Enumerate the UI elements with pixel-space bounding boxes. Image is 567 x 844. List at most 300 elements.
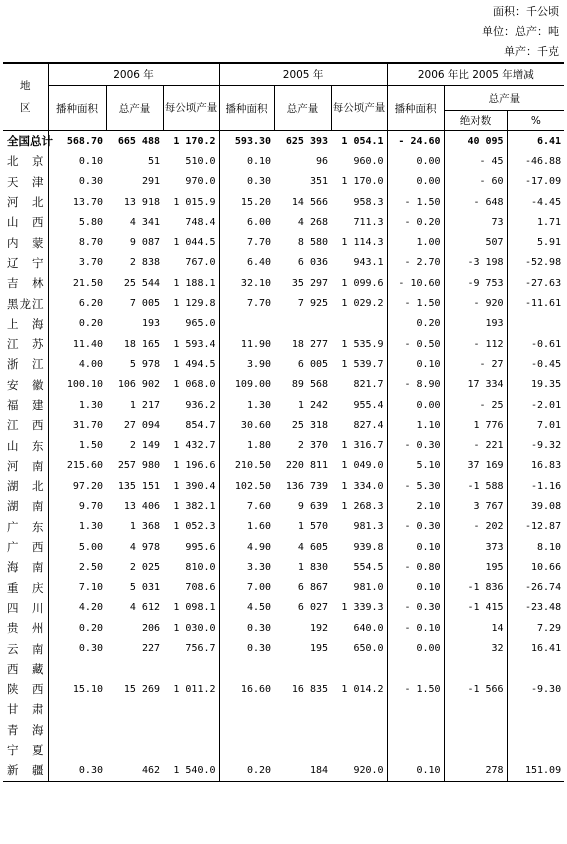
cell-darea: 5.10	[387, 456, 444, 476]
table-row	[3, 395, 564, 415]
cell-yld05: 958.3	[331, 192, 387, 212]
table-row	[3, 517, 564, 537]
cell-yld06: 995.6	[163, 537, 219, 557]
cell-dabs: 73	[444, 212, 507, 232]
cell-yld06: 1 030.0	[163, 618, 219, 638]
cell-area05: 1.80	[246, 440, 272, 452]
cell-out06: 206	[141, 622, 160, 634]
region-name: 云南	[3, 638, 48, 658]
cell-area05: 6.40	[246, 257, 272, 269]
cell-yld06: 708.6	[163, 578, 219, 598]
cell-out06: 25 544	[123, 277, 160, 289]
cell-out05: 184	[274, 760, 331, 781]
table-row	[3, 476, 564, 496]
cell-out06: 291	[141, 176, 160, 188]
cell-yld06: 1 390.4	[163, 476, 219, 496]
total-unit: 单位：总产：吨	[482, 25, 559, 38]
cell-area06: 15.10	[72, 683, 103, 695]
table-row	[3, 151, 564, 171]
cell-dpct: 39.08	[530, 500, 562, 512]
cell-yld05: 1 539.7	[331, 354, 387, 374]
cell-area06: 97.20	[72, 480, 103, 492]
cell-out05	[274, 659, 331, 679]
cell-yld05: 960.0	[331, 151, 387, 171]
cell-dabs: - 202	[444, 517, 507, 537]
cell-area06: 21.50	[72, 277, 103, 289]
region-name: 福建	[3, 395, 48, 415]
total-output-change-header: 总产量	[444, 86, 564, 111]
cell-yld06: 1 188.1	[163, 273, 219, 293]
cell-out05: 18 277	[291, 338, 329, 350]
cell-out06: 4 341	[129, 216, 160, 228]
cell-out05: 4 268	[297, 216, 329, 228]
cell-yld05: 981.0	[331, 578, 387, 598]
cell-dabs	[444, 740, 507, 760]
cell-area06: 1.30	[78, 521, 103, 533]
cell-yld06: 810.0	[163, 557, 219, 577]
cell-out06: 1 217	[129, 399, 160, 411]
cell-dabs	[444, 699, 507, 719]
cell-dpct	[507, 720, 564, 740]
cell-out05	[274, 699, 331, 719]
cell-yld06: 756.7	[163, 638, 219, 658]
change-header: 2006 年比 2005 年增减	[387, 63, 564, 86]
cell-dpct: -46.88	[524, 155, 562, 167]
cell-out06: 1 368	[129, 521, 160, 533]
region-name: 新疆	[3, 760, 48, 781]
cell-yld05: 1 014.2	[331, 679, 387, 699]
cell-area06: 9.70	[78, 500, 103, 512]
region-name: 江西	[3, 415, 48, 435]
cell-yld06	[163, 699, 219, 719]
cell-yld06: 1 382.1	[163, 496, 219, 516]
cell-area06: 0.30	[48, 760, 106, 781]
cell-yld06: 1 170.2	[163, 131, 219, 152]
cell-dabs: 3 767	[444, 496, 507, 516]
cell-out05: 2 370	[297, 440, 329, 452]
region-name: 青海	[3, 720, 48, 740]
cell-darea: - 8.90	[387, 375, 444, 395]
region-name: 湖南	[3, 496, 48, 516]
cell-darea: - 0.20	[387, 212, 444, 232]
cell-dabs: - 25	[444, 395, 507, 415]
region-name: 江苏	[3, 334, 48, 354]
cell-yld05: 955.4	[331, 395, 387, 415]
cell-area05: 0.30	[246, 622, 272, 634]
cell-dpct	[507, 659, 564, 679]
data-table	[3, 62, 564, 782]
cell-yld05: 1 339.3	[331, 598, 387, 618]
cell-area06: 1.30	[78, 399, 103, 411]
cell-dpct	[507, 314, 564, 334]
cell-area06: 0.10	[78, 155, 103, 167]
region-name: 全国总计	[3, 131, 48, 152]
cell-area06: 568.70	[66, 135, 103, 147]
cell-area06: 5.80	[78, 216, 103, 228]
cell-area05: 1.60	[246, 521, 272, 533]
cell-yld05	[331, 740, 387, 760]
cell-yld05: 827.4	[331, 415, 387, 435]
cell-dpct	[507, 699, 564, 719]
cell-yld05: 1 334.0	[331, 476, 387, 496]
percent-header: %	[507, 111, 564, 131]
cell-yld06: 1 593.4	[163, 334, 219, 354]
table-row	[3, 273, 564, 293]
region-name: 贵州	[3, 618, 48, 638]
cell-out06: 106 902	[117, 379, 160, 391]
region-name: 浙江	[3, 354, 48, 374]
cell-area06: 0.20	[78, 622, 103, 634]
cell-area05: 11.90	[240, 338, 272, 350]
table-row	[3, 354, 564, 374]
cell-dpct: 16.83	[530, 460, 562, 472]
cell-area05: 593.30	[234, 135, 272, 147]
cell-area06: 7.10	[78, 582, 103, 594]
cell-dabs: - 920	[444, 293, 507, 313]
cell-area05: 0.30	[246, 176, 272, 188]
cell-yld05: 943.1	[331, 253, 387, 273]
cell-area06: 215.60	[66, 460, 103, 472]
cell-out05	[274, 314, 331, 334]
cell-dpct: -2.01	[530, 399, 562, 411]
cell-dpct: -27.63	[524, 277, 562, 289]
region-name: 海南	[3, 557, 48, 577]
cell-yld06	[163, 720, 219, 740]
cell-dpct: 7.29	[537, 622, 562, 634]
cell-yld05: 1 170.0	[331, 172, 387, 192]
region-name: 重庆	[3, 578, 48, 598]
cell-out05: 25 318	[291, 419, 329, 431]
cell-yld06: 1 432.7	[163, 435, 219, 455]
cell-area05: 102.50	[234, 480, 272, 492]
region-name: 内蒙	[3, 232, 48, 252]
region-name: 辽宁	[3, 253, 48, 273]
cell-out05: 625 393	[285, 135, 329, 147]
cell-area05: 3.30	[246, 561, 272, 573]
cell-darea: - 0.50	[387, 334, 444, 354]
cell-area06: 0.20	[78, 318, 103, 330]
cell-dpct	[507, 740, 564, 760]
region-name: 陕西	[3, 679, 48, 699]
cell-dabs: - 221	[444, 435, 507, 455]
cell-out05: 6 027	[297, 602, 329, 614]
region-name: 天津	[3, 172, 48, 192]
units-note	[482, 2, 559, 62]
cell-darea: - 0.80	[387, 557, 444, 577]
cell-yld05	[331, 720, 387, 740]
table-row	[3, 578, 564, 598]
cell-darea: - 2.70	[387, 253, 444, 273]
cell-dpct: 1.71	[537, 216, 562, 228]
cell-dpct: -26.74	[524, 582, 562, 594]
cell-area06: 0.30	[78, 643, 103, 655]
cell-area05: 7.70	[246, 237, 272, 249]
cell-darea: 0.10	[387, 578, 444, 598]
cell-yld05: 821.7	[331, 375, 387, 395]
cell-out05: 14 566	[291, 196, 329, 208]
cell-dabs: 278	[444, 760, 507, 781]
cell-out06: 2 025	[129, 561, 160, 573]
cell-darea: 1.00	[387, 232, 444, 252]
per-hectare-2006-header: 每公顷产量	[163, 86, 219, 131]
cell-yld05: 939.8	[331, 537, 387, 557]
cell-yld06: 965.0	[163, 314, 219, 334]
cell-dpct: -12.87	[524, 521, 562, 533]
total-output-2006-header: 总产量	[106, 86, 163, 131]
cell-darea: - 0.30	[387, 517, 444, 537]
cell-darea: - 0.30	[387, 435, 444, 455]
region-name: 北京	[3, 151, 48, 171]
cell-yld05	[331, 699, 387, 719]
cell-out05: 6 005	[297, 358, 329, 370]
region-name: 广西	[3, 537, 48, 557]
cell-area05: 7.00	[246, 582, 272, 594]
table-row	[3, 618, 564, 638]
cell-yld05: 920.0	[331, 760, 387, 781]
cell-yld05	[331, 314, 387, 334]
sown-area-2006-header: 播种面积	[48, 86, 106, 131]
cell-area06	[48, 699, 106, 719]
table-row	[3, 740, 564, 760]
cell-yld05: 981.3	[331, 517, 387, 537]
cell-dabs: 193	[444, 314, 507, 334]
cell-yld06: 767.0	[163, 253, 219, 273]
cell-out06	[106, 720, 163, 740]
cell-area05: 4.50	[246, 602, 272, 614]
cell-dabs: - 648	[444, 192, 507, 212]
cell-area05: 0.20	[219, 760, 274, 781]
cell-area05: 30.60	[240, 419, 272, 431]
cell-out05: 6 867	[297, 582, 329, 594]
cell-dpct: -1.16	[530, 480, 562, 492]
cell-out06	[106, 699, 163, 719]
sown-area-change-header: 播种面积	[387, 86, 444, 131]
cell-area05: 15.20	[240, 196, 272, 208]
cell-dabs: -1 415	[444, 598, 507, 618]
cell-out05: 35 297	[291, 277, 329, 289]
table-row	[3, 435, 564, 455]
table-row	[3, 699, 564, 719]
region-name: 甘肃	[3, 699, 48, 719]
cell-out06: 27 094	[123, 419, 160, 431]
cell-darea: - 0.30	[387, 598, 444, 618]
cell-area05	[219, 699, 274, 719]
region-name: 西藏	[3, 659, 48, 679]
cell-area05: 7.70	[246, 298, 272, 310]
cell-dabs: -3 198	[444, 253, 507, 273]
cell-darea: 0.10	[387, 760, 444, 781]
cell-dpct: 5.91	[537, 237, 562, 249]
cell-dabs: - 60	[444, 172, 507, 192]
table-row	[3, 192, 564, 212]
cell-area06	[48, 720, 106, 740]
table-row	[3, 314, 564, 334]
table-row	[3, 496, 564, 516]
cell-area06: 31.70	[72, 419, 103, 431]
region-name: 河南	[3, 456, 48, 476]
table-body	[3, 131, 564, 782]
cell-area05	[219, 720, 274, 740]
cell-dpct: 10.66	[530, 561, 562, 573]
cell-out06: 9 087	[129, 237, 160, 249]
region-name: 上海	[3, 314, 48, 334]
cell-dabs: -1 836	[444, 578, 507, 598]
cell-dabs: - 27	[444, 354, 507, 374]
cell-area05	[219, 314, 274, 334]
cell-yld06: 510.0	[163, 151, 219, 171]
cell-out05: 351	[309, 176, 329, 188]
cell-dabs: 195	[444, 557, 507, 577]
cell-dpct: 7.01	[537, 419, 562, 431]
cell-dabs	[444, 720, 507, 740]
cell-area05: 210.50	[234, 460, 272, 472]
cell-darea: 0.20	[387, 314, 444, 334]
cell-yld06: 1 129.8	[163, 293, 219, 313]
cell-darea	[387, 720, 444, 740]
table-row	[3, 232, 564, 252]
cell-out06: 51	[147, 155, 160, 167]
total-output-2005-header: 总产量	[274, 86, 331, 131]
cell-dpct: 16.41	[530, 643, 562, 655]
cell-out06: 665 488	[117, 135, 160, 147]
cell-dabs: 373	[444, 537, 507, 557]
cell-darea: - 1.50	[387, 679, 444, 699]
cell-area05: 109.00	[234, 379, 272, 391]
cell-darea: 0.00	[387, 172, 444, 192]
cell-area06: 11.40	[72, 338, 103, 350]
cell-yld05: 554.5	[331, 557, 387, 577]
cell-darea	[387, 659, 444, 679]
area-unit: 面积：千公顷	[493, 5, 559, 18]
table-row	[3, 172, 564, 192]
sown-area-2005-header: 播种面积	[219, 86, 274, 131]
cell-yld06: 1 015.9	[163, 192, 219, 212]
region-name: 广东	[3, 517, 48, 537]
cell-out06: 2 838	[129, 257, 160, 269]
cell-yld06: 1 068.0	[163, 375, 219, 395]
year-2005-header: 2005 年	[219, 63, 387, 86]
cell-out06	[106, 659, 163, 679]
cell-area05: 0.30	[246, 643, 272, 655]
cell-area06: 1.50	[78, 440, 103, 452]
cell-area06: 0.30	[78, 176, 103, 188]
cell-darea: - 1.50	[387, 293, 444, 313]
cell-dabs	[444, 659, 507, 679]
cell-darea: 0.00	[387, 638, 444, 658]
cell-darea: 1.10	[387, 415, 444, 435]
cell-out06: 257 980	[117, 460, 160, 472]
cell-yld05: 1 535.9	[331, 334, 387, 354]
cell-area05: 3.90	[246, 358, 272, 370]
cell-area06	[48, 659, 106, 679]
cell-yld05: 640.0	[331, 618, 387, 638]
cell-out06: 15 269	[123, 683, 160, 695]
cell-darea: 0.10	[387, 537, 444, 557]
cell-yld06: 1 196.6	[163, 456, 219, 476]
cell-yld06	[163, 659, 219, 679]
cell-yld06: 854.7	[163, 415, 219, 435]
cell-out05: 8 580	[297, 237, 329, 249]
cell-dpct: -9.32	[530, 440, 562, 452]
table-row	[3, 598, 564, 618]
cell-dabs: 32	[444, 638, 507, 658]
table-row	[3, 334, 564, 354]
table-header	[3, 63, 564, 131]
region-name: 山西	[3, 212, 48, 232]
cell-out05: 9 639	[297, 500, 329, 512]
cell-yld06: 1 044.5	[163, 232, 219, 252]
cell-yld05: 711.3	[331, 212, 387, 232]
region-name: 河北	[3, 192, 48, 212]
cell-dpct: -52.98	[524, 257, 562, 269]
cell-yld05: 1 029.2	[331, 293, 387, 313]
cell-out06: 13 406	[123, 500, 160, 512]
cell-dabs: 40 095	[444, 131, 507, 152]
year-2006-header: 2006 年	[48, 63, 219, 86]
cell-dabs: 17 334	[444, 375, 507, 395]
cell-area05: 32.10	[240, 277, 272, 289]
cell-yld05: 1 114.3	[331, 232, 387, 252]
cell-out06: 462	[106, 760, 163, 781]
table-row	[3, 720, 564, 740]
cell-dabs: 1 776	[444, 415, 507, 435]
cell-dabs: - 45	[444, 151, 507, 171]
cell-darea: - 10.60	[387, 273, 444, 293]
cell-area06: 13.70	[72, 196, 103, 208]
cell-area05: 6.00	[246, 216, 272, 228]
cell-out06: 193	[141, 318, 160, 330]
cell-dabs: 37 169	[444, 456, 507, 476]
table-row	[3, 212, 564, 232]
cell-yld06	[163, 740, 219, 760]
table-row	[3, 638, 564, 658]
region-name: 吉林	[3, 273, 48, 293]
cell-area06: 6.20	[78, 298, 103, 310]
cell-darea: - 1.50	[387, 192, 444, 212]
cell-area05	[219, 659, 274, 679]
table-row	[3, 253, 564, 273]
table-row	[3, 659, 564, 679]
region-name: 湖北	[3, 476, 48, 496]
cell-out05: 16 835	[291, 683, 329, 695]
cell-area05	[219, 740, 274, 760]
cell-out05: 89 568	[291, 379, 329, 391]
table-row	[3, 456, 564, 476]
cell-out06: 7 005	[129, 298, 160, 310]
cell-area05: 16.60	[240, 683, 272, 695]
cell-out05: 4 605	[297, 541, 329, 553]
cell-out06: 4 978	[129, 541, 160, 553]
yield-unit: 单产：千克	[504, 45, 559, 58]
table-row	[3, 760, 564, 781]
cell-out06: 4 612	[129, 602, 160, 614]
cell-dpct: 6.41	[537, 135, 562, 147]
cell-dabs: 14	[444, 618, 507, 638]
region-name: 宁夏	[3, 740, 48, 760]
region-name: 山东	[3, 435, 48, 455]
cell-darea: - 5.30	[387, 476, 444, 496]
cell-dpct: -11.61	[524, 298, 562, 310]
cell-dpct: -9.30	[530, 683, 562, 695]
cell-out05: 192	[309, 622, 329, 634]
absolute-header: 绝对数	[444, 111, 507, 131]
cell-yld05: 1 099.6	[331, 273, 387, 293]
cell-yld06: 1 052.3	[163, 517, 219, 537]
cell-area06: 2.50	[78, 561, 103, 573]
cell-yld05: 1 049.0	[331, 456, 387, 476]
table-row	[3, 293, 564, 313]
cell-darea: 0.10	[387, 354, 444, 374]
